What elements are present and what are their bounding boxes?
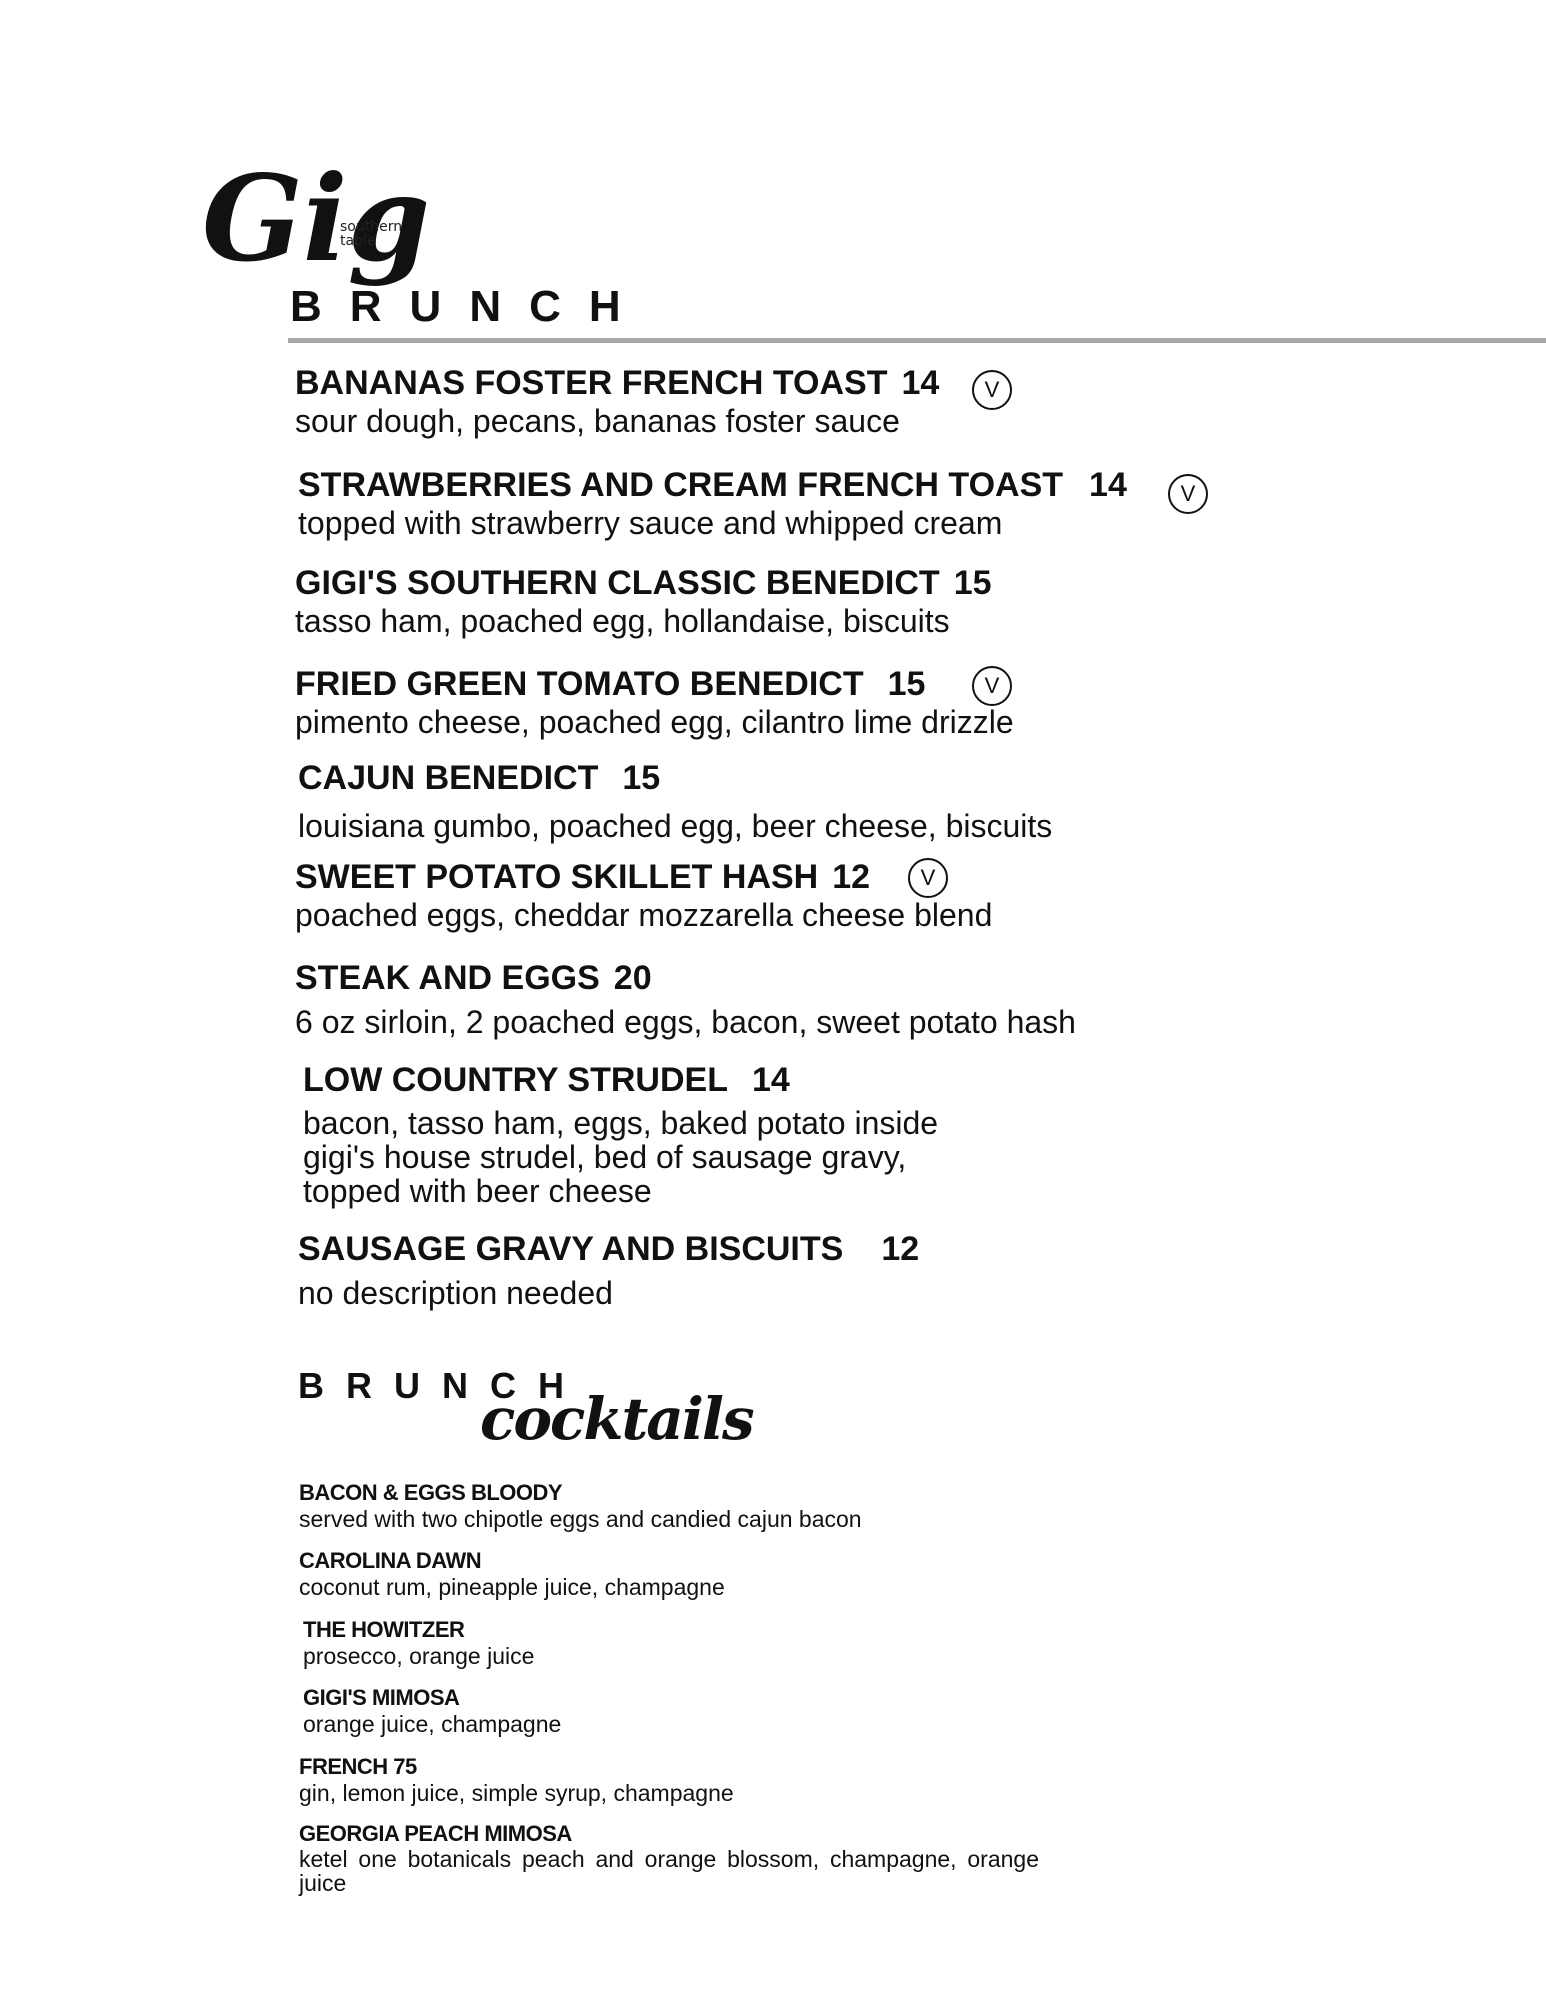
brunch-section-title: BRUNCH — [290, 282, 649, 331]
menu-item-price: 15 — [887, 665, 926, 703]
menu-item-price: 20 — [613, 959, 652, 997]
logo-subtitle — [340, 220, 402, 248]
menu-item-description: no description needed — [298, 1275, 613, 1311]
cocktail-item — [303, 1617, 1043, 1669]
menu-item-name: GIGI'S SOUTHERN CLASSIC BENEDICT — [295, 564, 940, 602]
menu-item-fried-green-tomato-benedict — [295, 664, 1014, 740]
cocktail-description: gin, lemon juice, simple syrup, champagne — [299, 1780, 734, 1806]
menu-item-low-country-strudel — [303, 1060, 938, 1208]
menu-item-description: poached eggs, cheddar mozzarella cheese blend — [295, 897, 993, 933]
menu-item-description-line3: topped with beer cheese — [303, 1173, 652, 1209]
cocktail-item — [299, 1754, 1039, 1806]
menu-item-name: SAUSAGE GRAVY AND BISCUITS — [298, 1230, 844, 1268]
menu-item-price: 14 — [1089, 466, 1127, 504]
vegetarian-icon: V — [1168, 474, 1208, 514]
menu-item-description: tasso ham, poached egg, hollandaise, biscuits — [295, 603, 950, 639]
menu-item-southern-classic-benedict — [295, 563, 992, 639]
logo-subtitle-line2: table — [340, 233, 376, 249]
menu-item-price: 14 — [751, 1061, 790, 1099]
cocktail-name: BACON & EGGS BLOODY — [299, 1480, 563, 1505]
cocktail-item — [303, 1685, 1043, 1737]
menu-item-steak-and-eggs — [295, 958, 1076, 1040]
menu-item-price: 12 — [832, 858, 871, 896]
menu-item-price: 15 — [622, 759, 661, 797]
menu-item-bananas-foster — [295, 363, 939, 439]
cocktail-name: GEORGIA PEACH MIMOSA — [299, 1821, 572, 1846]
menu-item-name: CAJUN BENEDICT — [298, 759, 599, 797]
menu-item-name: LOW COUNTRY STRUDEL — [303, 1061, 728, 1099]
cocktail-item — [299, 1821, 1039, 1895]
cocktails-script-title: cocktails — [480, 1385, 753, 1453]
logo-subtitle-line1: southern — [340, 219, 403, 235]
menu-item-sausage-gravy-biscuits — [298, 1229, 919, 1311]
vegetarian-icon: V — [972, 370, 1012, 410]
menu-item-description: topped with strawberry sauce and whipped cream — [298, 505, 1003, 541]
cocktail-name: GIGI'S MIMOSA — [303, 1685, 460, 1710]
cocktail-item — [299, 1480, 1039, 1532]
menu-item-description: sour dough, pecans, bananas foster sauce — [295, 403, 900, 439]
menu-item-name: STEAK AND EGGS — [295, 959, 600, 997]
menu-item-name: STRAWBERRIES AND CREAM FRENCH TOAST — [298, 466, 1064, 504]
cocktail-description: prosecco, orange juice — [303, 1643, 535, 1669]
menu-item-price: 15 — [953, 564, 992, 602]
menu-item-description: bacon, tasso ham, eggs, baked potato inside — [303, 1105, 939, 1141]
menu-item-description-line2: gigi's house strudel, bed of sausage gravy, — [303, 1139, 907, 1175]
cocktail-description: coconut rum, pineapple juice, champagne — [299, 1574, 725, 1600]
cocktail-name: CAROLINA DAWN — [299, 1548, 482, 1573]
vegetarian-icon: V — [908, 858, 948, 898]
menu-item-price: 12 — [881, 1230, 920, 1268]
menu-item-strawberries-cream — [298, 465, 1127, 541]
menu-item-cajun-benedict — [298, 758, 1052, 844]
cocktail-description: ketel one botanicals peach and orange blossom, champagne, orange juice — [299, 1846, 1039, 1896]
cocktail-description: orange juice, champagne — [303, 1711, 562, 1737]
menu-item-price: 14 — [901, 364, 940, 402]
cocktail-description: served with two chipotle eggs and candied cajun bacon — [299, 1506, 862, 1532]
menu-item-description: 6 oz sirloin, 2 poached eggs, bacon, sweet potato hash — [295, 1004, 1076, 1040]
menu-item-sweet-potato-skillet-hash — [295, 857, 992, 933]
cocktail-name: FRENCH 75 — [299, 1754, 417, 1779]
logo-script-text: Gig — [202, 149, 430, 288]
menu-item-name: SWEET POTATO SKILLET HASH — [295, 858, 819, 896]
menu-item-description: louisiana gumbo, poached egg, beer cheese, biscuits — [298, 808, 1053, 844]
cocktails-section-title: BRUNCH — [298, 1365, 586, 1406]
menu-item-name: FRIED GREEN TOMATO BENEDICT — [295, 665, 864, 703]
cocktail-name: THE HOWITZER — [303, 1617, 465, 1642]
vegetarian-icon: V — [972, 666, 1012, 706]
cocktail-item — [299, 1548, 1039, 1600]
menu-item-name: BANANAS FOSTER FRENCH TOAST — [295, 364, 888, 402]
section-divider — [288, 338, 1546, 343]
menu-item-description: pimento cheese, poached egg, cilantro lime drizzle — [295, 704, 1014, 740]
